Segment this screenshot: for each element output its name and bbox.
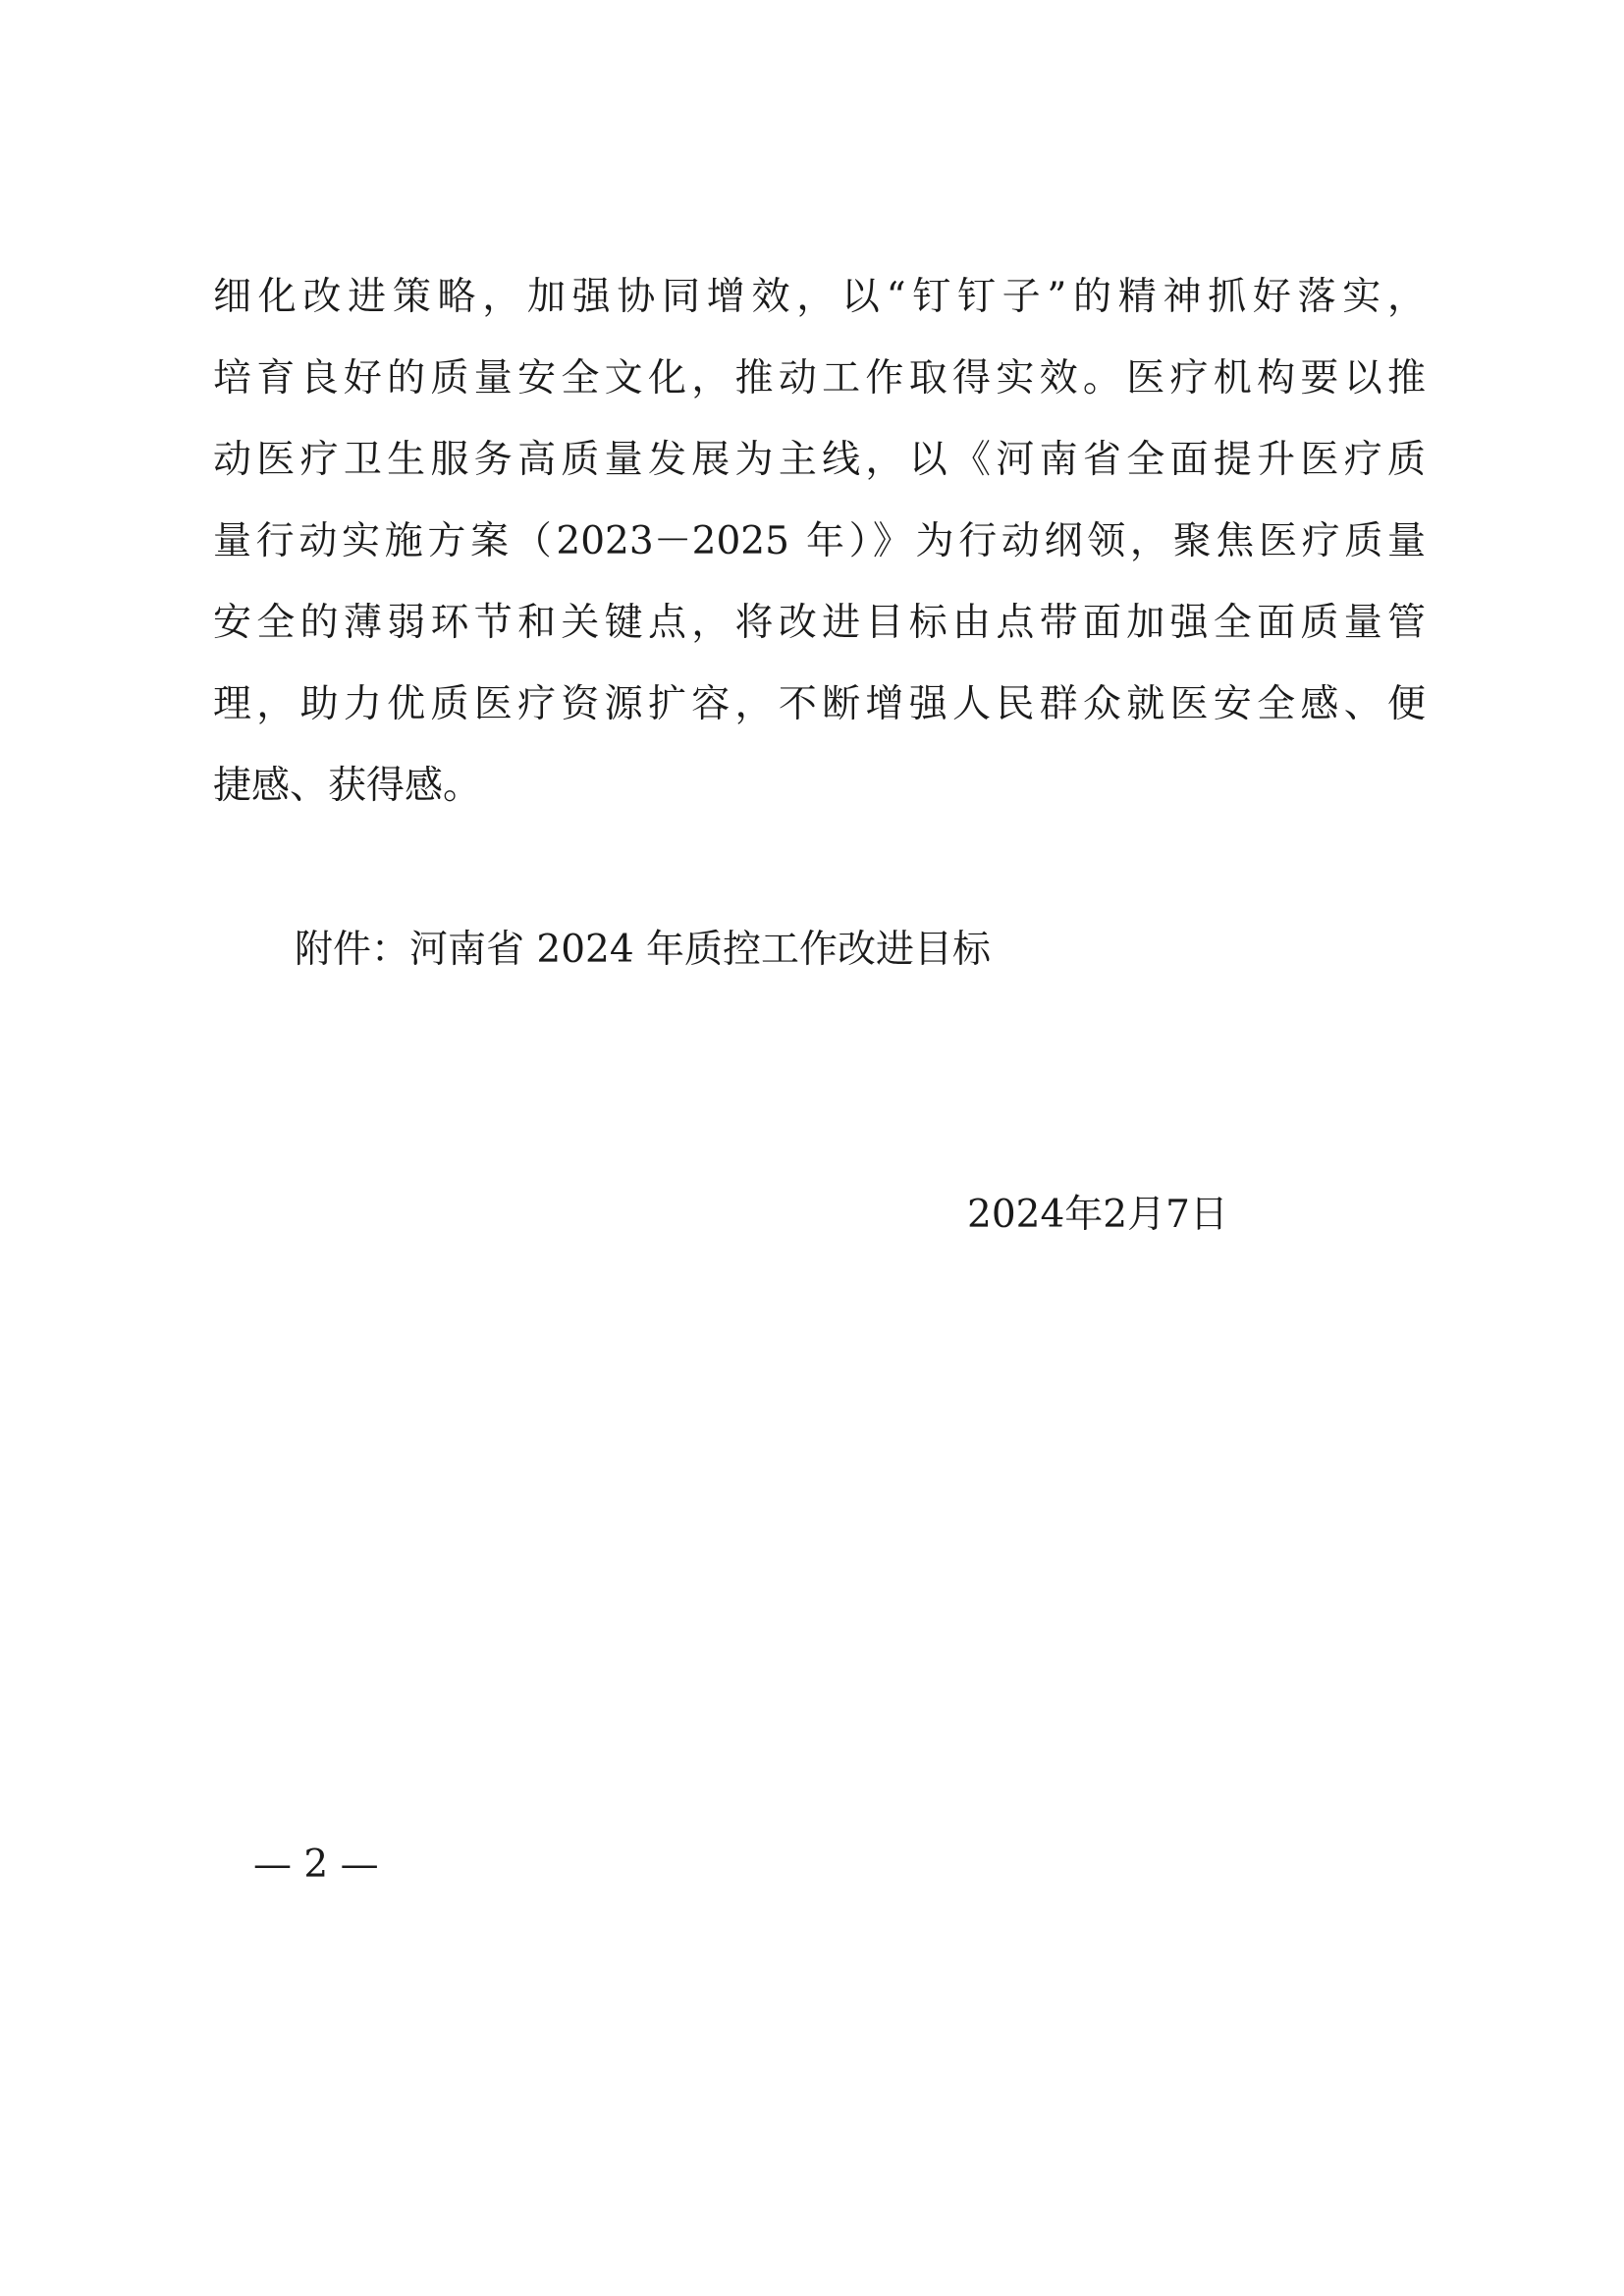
body-line-1: 细化改进策略，加强协同增效，以“钉钉子”的精神抓好落实，	[213, 275, 1426, 319]
body-line-2: 培育良好的质量安全文化，推动工作取得实效。医疗机构要以推	[213, 356, 1426, 400]
document-date: 2024年2月7日	[967, 1193, 1228, 1237]
body-line-3: 动医疗卫生服务高质量发展为主线，以《河南省全面提升医疗质	[213, 438, 1426, 482]
body-line-6: 理，助力优质医疗资源扩容，不断增强人民群众就医安全感、便	[213, 682, 1426, 726]
body-line-7: 捷感、获得感。	[213, 764, 482, 808]
body-line-5: 安全的薄弱环节和关键点，将改进目标由点带面加强全面质量管	[213, 601, 1426, 645]
page-number: — 2 —	[253, 1842, 379, 1887]
attachment-note: 附件：河南省 2024 年质控工作改进目标	[295, 928, 992, 972]
body-line-4: 量行动实施方案（2023－2025 年）》为行动纲领，聚焦医疗质量	[213, 519, 1426, 563]
